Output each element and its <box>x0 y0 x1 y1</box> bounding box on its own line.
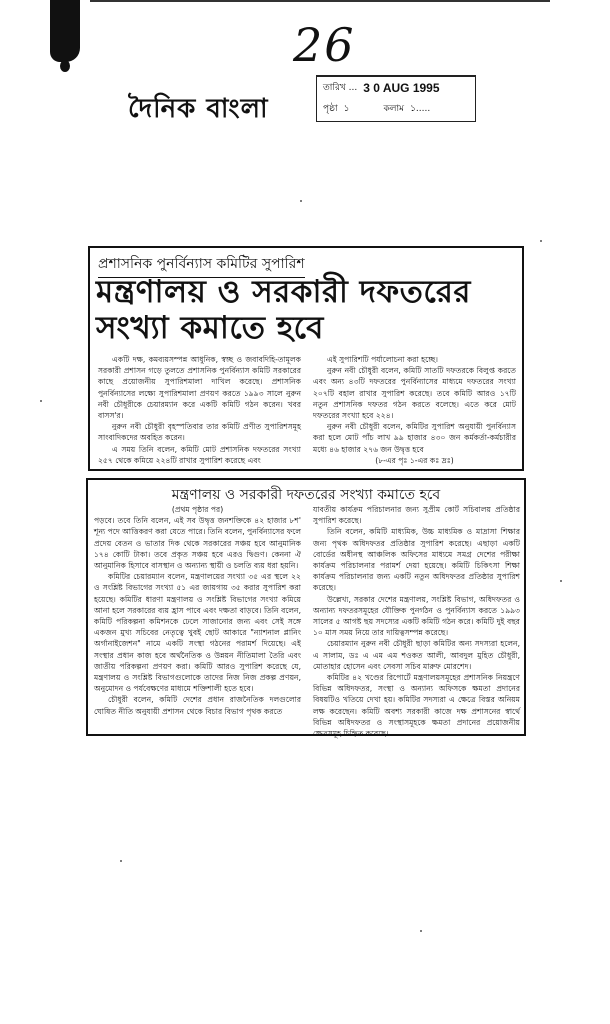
body-column-left <box>94 504 301 739</box>
continued-note: (৮-এর পৃঃ ১-এর কঃ দ্রঃ) <box>375 455 454 465</box>
continued-from-note: (প্রথম পৃষ্ঠার পর) <box>171 505 224 514</box>
paragraph: চেয়ারম্যান নুরুন নবী চৌধুরী ছাড়া কমিটির অন্য সদস্যরা হলেন, এ সালাম, ডঃ এ এম এম শওকত আলী, আবদুল মুহিত চৌধুরী, মোতাহার হোসেন এবং সেবসা সচিব মারুফ মোরশেদ। <box>313 639 520 671</box>
body-column-right <box>313 504 520 739</box>
paragraph: কমিটির ৪২ খণ্ডের রিপোর্টে মন্ত্রণালয়সমূহের প্রশাসনিক নিয়ন্ত্রণে বিভিন্ন অধিদফতর, সংস্থা ও অন্যান্য অফিসকে ক্ষমতা প্রদানের বিষয়টিও খতিয়ে দেখা হয়। কমিটির সদস্যরা এ ক্ষেত্রে বিস্তর অনিয়ম লক্ষ করেছেন। কমিটি অবশ্য সরকারী কাজে দক্ষ প্রশাসনের স্বার্থে বিভিন্ন অধিদফতর ও সংস্থাসমূহকে ক্ষমতা প্রদানের প্রয়োজনীয় ক্ষেত্রসমূহ চিহ্নিত করেছে। <box>313 673 520 739</box>
scan-speck <box>120 860 122 862</box>
paragraph: কমিটির চেয়ারম্যান বলেন, মন্ত্রণালয়ের সংখ্যা ৩৫ এর স্থলে ২২ ও সংশ্লিষ্ট বিভাগের সংখ্যা ৫১ এর জায়গায় ৩৫ করার সুপারিশ করা হয়েছে। কমিটির ধারণা মন্ত্রণালয় ও সংশ্লিষ্ট বিভাগের সংখ্যা কমিয়ে আনা হলে সরকারের ব্যয় হ্রাস পাবে এবং দক্ষতা বাড়বে। তিনি বলেন, কমিটি পরিকল্পনা কমিশনকে ঢেলে সাজানোর জন্য এবং সেই সঙ্গে একজন মুখ্য সচিবের নেতৃত্বে খুবই ছোট আকারে "ন্যাশনাল প্লানিং অর্গানাইজেশন" নামে একটি সংস্থা গঠনের পরামর্শ দিয়েছে। এই সংস্থার প্রধান কাজ হবে অর্থনৈতিক ও উন্নয়ন নীতিমালা তৈরি এবং জাতীয় পরিকল্পনা প্রণয়ণ করা। কমিটি আরও সুপারিশ করেছে যে, মন্ত্রণালয় ও সংশ্লিষ্ট বিভাগগুলোকে তাদের নিজ নিজ প্রকল্প প্রণয়ন, অনুমোদন ও পর্যবেক্ষণের মাধ্যমে শক্তিশালী হতে হবে। <box>94 572 301 694</box>
scan-speck <box>560 580 562 582</box>
scan-edge-line <box>90 0 550 2</box>
continuation-title: মন্ত্রণালয় ও সরকারী দফতরের সংখ্যা কমাতে হবে <box>171 487 441 503</box>
headline-line: সংখ্যা কমাতে হবে <box>96 310 324 346</box>
paragraph: পড়বে। তবে তিনি বলেন, এই সব উদ্বৃত্ত জনশক্তিকে ৪২ হাজার ৮শ' শূন্য পদে আত্তিকরণ করা যেতে পারে। তিনি বলেন, পুনর্বিন্যাসের ফলে প্রদেয় বেতন ও ভাতার দিক থেকে সরকারের সঞ্চয় হবে আনুমানিক ১৭৪ কোটি টাকা। তবে প্রকৃত সঞ্চয় হবে এরও দ্বিগুণ। কেননা ঐ আনুমানিক হিসাবে বাসস্থান ও অন্যান্য স্থায়ী ও চলতি ব্যয় ধরা হয়নি। <box>94 516 301 571</box>
paragraph: নুরুন নবী চৌধুরী বলেন, কমিটি সাতটি দফতরকে বিলুপ্ত করতে এবং অন্য ৪৩টি দফতরের পুনর্বিন্যাসের মাধ্যমে দফতরের সংখ্যা ২০৭টি বহাল রাখার সুপারিশ করেছে। তবে কমিটি আরও ১৭টি নতুন প্রশাসনিক দফতর গঠন করতে বলেছে। এতে করে মোট দফতরের সংখ্যা হবে ২২৪। <box>313 366 516 421</box>
scan-speck <box>300 200 302 202</box>
date-label: তারিখ ... <box>323 83 358 93</box>
scan-speck <box>420 930 422 932</box>
paragraph: এ সময় তিনি বলেন, কমিটি মোট প্রশাসনিক দফতরের সংখ্যা ২৫৭ থেকে কমিয়ে ২২৪টি রাখার সুপারিশ করেছে এবং <box>98 444 301 465</box>
article-body <box>94 504 520 739</box>
date-value: 3 0 AUG 1995 <box>363 80 440 95</box>
column-value: ১..... <box>410 104 431 114</box>
headline-line: মন্ত্রণালয় ও সরকারী দফতরের <box>96 274 471 310</box>
page-value: ১ <box>343 104 350 114</box>
column-label: কলাম <box>383 104 405 114</box>
body-column-right <box>313 354 516 466</box>
newspaper-name: দৈনিক বাংলা <box>128 94 269 124</box>
paragraph: তিনি বলেন, কমিটি মাধ্যমিক, উচ্চ মাধ্যমিক ও মাদ্রাসা শিক্ষার জন্য পৃথক অধিদফতর প্রতিষ্ঠার সুপারিশ করেছে। এছাড়া একটি বোর্ডের অধীনস্থ আঞ্চলিক অফিসের মাধ্যমে সমগ্র দেশের পরীক্ষা কার্যক্রম পরিচালনার পরামর্শ দেয়া হয়েছে। কমিটি চিকিৎসা শিক্ষা কার্যক্রম পরিচালনার জন্য একটি নতুন অধিদফতর প্রতিষ্ঠার সুপারিশ করেছে। <box>313 527 520 593</box>
article-continuation <box>86 478 526 739</box>
page-label: পৃষ্ঠা <box>323 104 338 114</box>
article-body <box>98 354 516 466</box>
paragraph: এই সুপারিশটি পর্যালোচনা করা হচ্ছে। <box>327 355 439 364</box>
paragraph: চৌধুরী বলেন, কমিটি দেশের প্রধান রাজনৈতিক দলগুলোর ঘোষিত নীতি অনুযায়ী প্রশাসন থেকে বিচার বিভাগ পৃথক করতে <box>94 695 301 716</box>
paragraph: নুরুন নবী চৌধুরী বলেন, কমিটির সুপারিশ অনুযায়ী পুনর্বিন্যাস করা হলে মোট পাঁচ লাখ ৯৯ হাজার ৪৩০ জন কর্মকর্তা-কর্মচারীর মধ্যে ৪৬ হাজার ২৭৬ জন উদ্বৃত্ত হবে <box>313 422 516 454</box>
paragraph: যাবতীয় কার্যক্রম পরিচালনার জন্য সুপ্রীম কোর্ট সচিবালয় প্রতিষ্ঠার সুপারিশ করেছে। <box>313 505 520 526</box>
ink-blot <box>60 60 70 72</box>
handwritten-file-number: 26 <box>293 18 356 72</box>
body-column-left <box>98 354 301 466</box>
paragraph: নুরুন নবী চৌধুরী বৃহস্পতিবার তার কমিটি প্রণীত সুপারিশসমূহ সাংবাদিকদের অবহিত করেন। <box>98 422 301 443</box>
scan-speck <box>540 240 542 242</box>
ink-blot <box>50 0 80 62</box>
scan-speck <box>40 400 42 402</box>
paragraph: একটি দক্ষ, কমব্যয়সম্পন্ন আধুনিক, স্বচ্ছ ও জবাবদিহি-তামূলক সরকারী প্রশাসন গড়ে তুলতে প্রশাসনিক পুনর্বিন্যাস কমিটি সরকারের কাছে প্রয়োজনীয় সুপারিশমালা দাখিল করেছে। প্রশাসনিক পুনর্বিন্যাসের লক্ষ্যে সুপারিশমালা প্রণয়ণ করতে ১৯৯৩ সালে নুরুন নবী চৌধুরীকে চেয়ারম্যান করে একটি কমিটি গঠন করেন। খবর বাসস'র। <box>98 355 301 421</box>
article-front-page <box>88 246 524 471</box>
paragraph: উল্লেখ্য, সরকার দেশের মন্ত্রণালয়, সংশ্লিষ্ট বিভাগ, অধিদফতর ও অন্যান্য দফতরসমূহের যৌক্তিক পুনর্গঠন ও পুনর্বিন্যাস করতে ১৯৯৩ সালের ৫ আগষ্ট ছয় সদস্যের একটি কমিটি গঠন করে। কমিটি দুই বছর ১০ মাস সময় নিয়ে তার দায়িত্বসম্পন্ন করেছে। <box>313 594 520 638</box>
article-headline <box>96 274 471 346</box>
clipping-date-stamp <box>316 75 476 122</box>
article-kicker: প্রশাসনিক পুনর্বিন্যাস কমিটির সুপারিশ <box>98 252 305 278</box>
